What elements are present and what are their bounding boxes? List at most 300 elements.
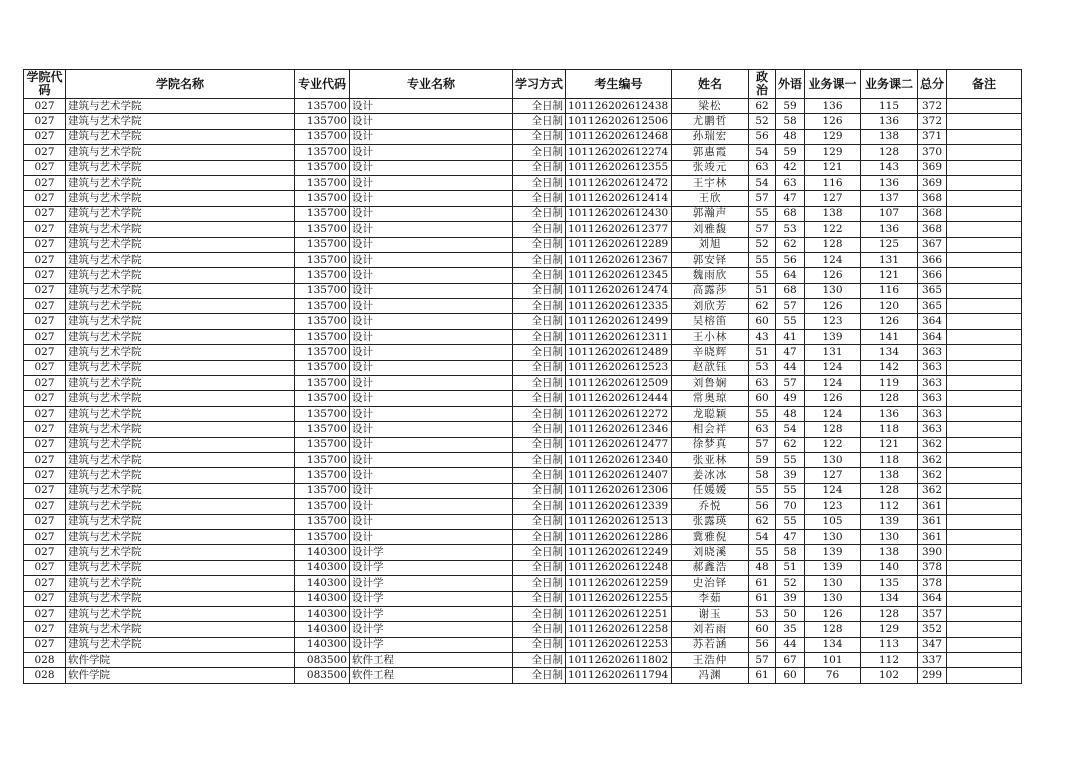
- cell-total-score: 378: [918, 560, 947, 575]
- cell-study-mode: 全日制: [513, 606, 566, 621]
- cell-student-name: 刘鲁娴: [672, 376, 749, 391]
- cell-subject-1-score: 124: [805, 376, 861, 391]
- header-college-code: 学院代码: [24, 70, 66, 99]
- cell-study-mode: 全日制: [513, 637, 566, 652]
- cell-study-mode: 全日制: [513, 591, 566, 606]
- cell-major-code: 135700: [295, 145, 350, 160]
- cell-politics-score: 60: [749, 391, 776, 406]
- cell-subject-2-score: 121: [861, 437, 918, 452]
- cell-foreign-language-score: 63: [776, 175, 805, 190]
- cell-foreign-language-score: 35: [776, 622, 805, 637]
- cell-study-mode: 全日制: [513, 468, 566, 483]
- cell-foreign-language-score: 64: [776, 268, 805, 283]
- cell-college-code: 027: [24, 360, 66, 375]
- cell-student-name: 刘晓溪: [672, 545, 749, 560]
- cell-candidate-id: 101126202612311: [566, 329, 672, 344]
- cell-subject-2-score: 136: [861, 406, 918, 421]
- table-row: [24, 622, 1022, 637]
- table-row: [24, 206, 1022, 221]
- cell-subject-1-score: 122: [805, 222, 861, 237]
- table-row: [24, 637, 1022, 652]
- header-major-code: 专业代码: [295, 70, 350, 99]
- cell-college-code: 027: [24, 268, 66, 283]
- cell-college-code: 027: [24, 145, 66, 160]
- cell-remarks: [947, 606, 1022, 621]
- cell-remarks: [947, 114, 1022, 129]
- cell-remarks: [947, 452, 1022, 467]
- cell-major-code: 135700: [295, 268, 350, 283]
- cell-college-name: 建筑与艺术学院: [66, 237, 295, 252]
- cell-major-name: 设计: [350, 376, 513, 391]
- cell-major-name: 设计学: [350, 545, 513, 560]
- cell-major-name: 设计: [350, 406, 513, 421]
- cell-remarks: [947, 283, 1022, 298]
- cell-college-name: 建筑与艺术学院: [66, 175, 295, 190]
- cell-student-name: 王宇林: [672, 175, 749, 190]
- cell-politics-score: 61: [749, 576, 776, 591]
- cell-foreign-language-score: 48: [776, 129, 805, 144]
- cell-total-score: 352: [918, 622, 947, 637]
- cell-student-name: 孙瑞宏: [672, 129, 749, 144]
- cell-politics-score: 60: [749, 622, 776, 637]
- cell-candidate-id: 101126202612346: [566, 422, 672, 437]
- cell-total-score: 362: [918, 452, 947, 467]
- cell-college-code: 027: [24, 391, 66, 406]
- cell-subject-1-score: 139: [805, 560, 861, 575]
- cell-major-name: 设计: [350, 299, 513, 314]
- cell-candidate-id: 101126202612477: [566, 437, 672, 452]
- cell-major-code: 135700: [295, 283, 350, 298]
- cell-subject-1-score: 122: [805, 437, 861, 452]
- cell-total-score: 371: [918, 129, 947, 144]
- cell-subject-2-score: 142: [861, 360, 918, 375]
- cell-foreign-language-score: 58: [776, 545, 805, 560]
- cell-foreign-language-score: 60: [776, 668, 805, 683]
- cell-subject-1-score: 126: [805, 268, 861, 283]
- cell-candidate-id: 101126202612255: [566, 591, 672, 606]
- cell-college-name: 建筑与艺术学院: [66, 268, 295, 283]
- cell-college-name: 建筑与艺术学院: [66, 452, 295, 467]
- cell-major-code: 083500: [295, 668, 350, 683]
- cell-politics-score: 55: [749, 406, 776, 421]
- cell-college-name: 建筑与艺术学院: [66, 376, 295, 391]
- cell-candidate-id: 101126202612499: [566, 314, 672, 329]
- cell-candidate-id: 101126202612289: [566, 237, 672, 252]
- cell-remarks: [947, 545, 1022, 560]
- cell-remarks: [947, 237, 1022, 252]
- cell-candidate-id: 101126202612472: [566, 175, 672, 190]
- cell-total-score: 369: [918, 175, 947, 190]
- cell-subject-2-score: 131: [861, 252, 918, 267]
- admission-list-sheet: [23, 69, 1022, 684]
- cell-college-code: 027: [24, 376, 66, 391]
- table-row: [24, 314, 1022, 329]
- cell-major-code: 135700: [295, 514, 350, 529]
- header-politics: 政治: [749, 70, 776, 99]
- cell-college-code: 027: [24, 637, 66, 652]
- cell-foreign-language-score: 47: [776, 345, 805, 360]
- table-row: [24, 268, 1022, 283]
- cell-college-name: 建筑与艺术学院: [66, 129, 295, 144]
- cell-politics-score: 51: [749, 283, 776, 298]
- cell-study-mode: 全日制: [513, 160, 566, 175]
- cell-remarks: [947, 653, 1022, 668]
- cell-foreign-language-score: 44: [776, 637, 805, 652]
- cell-remarks: [947, 222, 1022, 237]
- cell-major-code: 140300: [295, 606, 350, 621]
- cell-major-name: 设计: [350, 391, 513, 406]
- cell-foreign-language-score: 57: [776, 376, 805, 391]
- cell-total-score: 363: [918, 406, 947, 421]
- cell-candidate-id: 101126202612340: [566, 452, 672, 467]
- cell-college-code: 027: [24, 329, 66, 344]
- cell-subject-1-score: 126: [805, 299, 861, 314]
- cell-major-name: 设计: [350, 222, 513, 237]
- cell-subject-2-score: 128: [861, 606, 918, 621]
- cell-subject-1-score: 130: [805, 591, 861, 606]
- cell-major-code: 135700: [295, 391, 350, 406]
- cell-politics-score: 54: [749, 175, 776, 190]
- cell-college-code: 027: [24, 299, 66, 314]
- cell-politics-score: 48: [749, 560, 776, 575]
- cell-foreign-language-score: 62: [776, 237, 805, 252]
- header-total: 总分: [918, 70, 947, 99]
- cell-study-mode: 全日制: [513, 114, 566, 129]
- cell-remarks: [947, 314, 1022, 329]
- cell-major-code: 135700: [295, 299, 350, 314]
- cell-total-score: 363: [918, 422, 947, 437]
- cell-subject-2-score: 115: [861, 99, 918, 114]
- cell-subject-1-score: 138: [805, 206, 861, 221]
- cell-subject-2-score: 121: [861, 268, 918, 283]
- cell-subject-2-score: 143: [861, 160, 918, 175]
- cell-college-name: 建筑与艺术学院: [66, 283, 295, 298]
- cell-subject-1-score: 130: [805, 576, 861, 591]
- cell-total-score: 365: [918, 283, 947, 298]
- cell-college-code: 028: [24, 653, 66, 668]
- cell-subject-2-score: 130: [861, 529, 918, 544]
- cell-subject-1-score: 130: [805, 283, 861, 298]
- cell-candidate-id: 101126202612249: [566, 545, 672, 560]
- cell-college-code: 027: [24, 468, 66, 483]
- cell-remarks: [947, 145, 1022, 160]
- cell-college-code: 027: [24, 129, 66, 144]
- cell-subject-1-score: 124: [805, 406, 861, 421]
- cell-subject-2-score: 126: [861, 314, 918, 329]
- cell-candidate-id: 101126202612367: [566, 252, 672, 267]
- cell-study-mode: 全日制: [513, 483, 566, 498]
- cell-remarks: [947, 376, 1022, 391]
- cell-major-code: 135700: [295, 129, 350, 144]
- cell-study-mode: 全日制: [513, 129, 566, 144]
- cell-major-name: 设计: [350, 422, 513, 437]
- cell-study-mode: 全日制: [513, 268, 566, 283]
- cell-study-mode: 全日制: [513, 529, 566, 544]
- cell-total-score: 390: [918, 545, 947, 560]
- cell-student-name: 王小林: [672, 329, 749, 344]
- cell-student-name: 龙聪颖: [672, 406, 749, 421]
- cell-subject-2-score: 128: [861, 391, 918, 406]
- cell-remarks: [947, 252, 1022, 267]
- cell-major-name: 设计: [350, 345, 513, 360]
- cell-study-mode: 全日制: [513, 499, 566, 514]
- cell-student-name: 谢玉: [672, 606, 749, 621]
- cell-major-name: 设计: [350, 206, 513, 221]
- cell-remarks: [947, 622, 1022, 637]
- cell-subject-1-score: 105: [805, 514, 861, 529]
- cell-major-name: 设计: [350, 237, 513, 252]
- cell-subject-2-score: 112: [861, 653, 918, 668]
- cell-remarks: [947, 637, 1022, 652]
- cell-major-code: 135700: [295, 422, 350, 437]
- cell-candidate-id: 101126202612253: [566, 637, 672, 652]
- cell-major-code: 135700: [295, 452, 350, 467]
- cell-subject-2-score: 136: [861, 222, 918, 237]
- cell-subject-2-score: 138: [861, 545, 918, 560]
- cell-student-name: 尤鹏哲: [672, 114, 749, 129]
- cell-politics-score: 62: [749, 514, 776, 529]
- cell-subject-1-score: 128: [805, 422, 861, 437]
- cell-subject-1-score: 76: [805, 668, 861, 683]
- cell-student-name: 冀雅倪: [672, 529, 749, 544]
- cell-college-code: 027: [24, 345, 66, 360]
- cell-major-code: 135700: [295, 99, 350, 114]
- cell-college-name: 建筑与艺术学院: [66, 114, 295, 129]
- cell-foreign-language-score: 42: [776, 160, 805, 175]
- cell-study-mode: 全日制: [513, 545, 566, 560]
- cell-total-score: 347: [918, 637, 947, 652]
- cell-remarks: [947, 422, 1022, 437]
- cell-college-code: 027: [24, 175, 66, 190]
- cell-subject-2-score: 119: [861, 376, 918, 391]
- cell-politics-score: 61: [749, 591, 776, 606]
- cell-foreign-language-score: 48: [776, 406, 805, 421]
- cell-student-name: 张竣元: [672, 160, 749, 175]
- cell-total-score: 362: [918, 468, 947, 483]
- cell-foreign-language-score: 55: [776, 514, 805, 529]
- cell-politics-score: 52: [749, 237, 776, 252]
- cell-student-name: 梁松: [672, 99, 749, 114]
- cell-major-code: 135700: [295, 160, 350, 175]
- table-row: [24, 329, 1022, 344]
- cell-major-name: 设计学: [350, 606, 513, 621]
- cell-student-name: 刘欣芳: [672, 299, 749, 314]
- cell-subject-2-score: 135: [861, 576, 918, 591]
- cell-college-name: 建筑与艺术学院: [66, 252, 295, 267]
- cell-subject-1-score: 123: [805, 499, 861, 514]
- cell-subject-2-score: 107: [861, 206, 918, 221]
- cell-remarks: [947, 206, 1022, 221]
- cell-remarks: [947, 529, 1022, 544]
- cell-college-code: 027: [24, 252, 66, 267]
- cell-college-name: 建筑与艺术学院: [66, 576, 295, 591]
- cell-politics-score: 43: [749, 329, 776, 344]
- cell-major-name: 设计学: [350, 591, 513, 606]
- cell-student-name: 魏雨欣: [672, 268, 749, 283]
- cell-politics-score: 53: [749, 606, 776, 621]
- cell-student-name: 张亚林: [672, 452, 749, 467]
- cell-college-name: 建筑与艺术学院: [66, 622, 295, 637]
- cell-remarks: [947, 591, 1022, 606]
- cell-total-score: 365: [918, 299, 947, 314]
- cell-candidate-id: 101126202612335: [566, 299, 672, 314]
- cell-politics-score: 55: [749, 545, 776, 560]
- cell-student-name: 刘雅馥: [672, 222, 749, 237]
- cell-subject-2-score: 125: [861, 237, 918, 252]
- cell-candidate-id: 101126202612513: [566, 514, 672, 529]
- cell-remarks: [947, 483, 1022, 498]
- cell-college-name: 软件学院: [66, 653, 295, 668]
- cell-total-score: 363: [918, 360, 947, 375]
- cell-major-code: 135700: [295, 406, 350, 421]
- cell-candidate-id: 101126202612355: [566, 160, 672, 175]
- cell-total-score: 369: [918, 160, 947, 175]
- cell-remarks: [947, 160, 1022, 175]
- cell-subject-2-score: 136: [861, 175, 918, 190]
- cell-study-mode: 全日制: [513, 622, 566, 637]
- cell-college-code: 027: [24, 452, 66, 467]
- table-row: [24, 191, 1022, 206]
- cell-study-mode: 全日制: [513, 237, 566, 252]
- cell-subject-2-score: 140: [861, 560, 918, 575]
- cell-total-score: 363: [918, 345, 947, 360]
- cell-subject-1-score: 134: [805, 637, 861, 652]
- cell-foreign-language-score: 44: [776, 360, 805, 375]
- cell-politics-score: 62: [749, 299, 776, 314]
- table-row: [24, 514, 1022, 529]
- header-subject-2: 业务课二: [861, 70, 918, 99]
- cell-major-code: 135700: [295, 175, 350, 190]
- table-row: [24, 606, 1022, 621]
- cell-college-code: 027: [24, 560, 66, 575]
- cell-study-mode: 全日制: [513, 345, 566, 360]
- cell-major-code: 135700: [295, 483, 350, 498]
- cell-major-name: 设计: [350, 114, 513, 129]
- cell-subject-2-score: 141: [861, 329, 918, 344]
- table-header-row: [24, 70, 1022, 99]
- cell-total-score: 363: [918, 376, 947, 391]
- cell-major-name: 软件工程: [350, 653, 513, 668]
- cell-total-score: 372: [918, 99, 947, 114]
- cell-total-score: 363: [918, 391, 947, 406]
- cell-subject-2-score: 136: [861, 114, 918, 129]
- cell-student-name: 史治铎: [672, 576, 749, 591]
- cell-college-name: 建筑与艺术学院: [66, 637, 295, 652]
- cell-major-name: 设计: [350, 329, 513, 344]
- cell-college-code: 027: [24, 422, 66, 437]
- cell-student-name: 郭瀚声: [672, 206, 749, 221]
- cell-subject-1-score: 129: [805, 145, 861, 160]
- cell-foreign-language-score: 55: [776, 483, 805, 498]
- cell-subject-2-score: 137: [861, 191, 918, 206]
- table-row: [24, 406, 1022, 421]
- cell-student-name: 苏若涵: [672, 637, 749, 652]
- cell-study-mode: 全日制: [513, 299, 566, 314]
- cell-major-code: 135700: [295, 237, 350, 252]
- cell-college-name: 建筑与艺术学院: [66, 529, 295, 544]
- cell-major-name: 设计学: [350, 637, 513, 652]
- cell-remarks: [947, 391, 1022, 406]
- cell-study-mode: 全日制: [513, 175, 566, 190]
- header-college-name: 学院名称: [66, 70, 295, 99]
- cell-remarks: [947, 406, 1022, 421]
- cell-major-name: 设计: [350, 268, 513, 283]
- cell-major-name: 设计学: [350, 560, 513, 575]
- table-row: [24, 376, 1022, 391]
- cell-major-name: 设计: [350, 191, 513, 206]
- cell-subject-2-score: 113: [861, 637, 918, 652]
- cell-major-code: 140300: [295, 545, 350, 560]
- cell-student-name: 吴榕笛: [672, 314, 749, 329]
- header-remarks: 备注: [947, 70, 1022, 99]
- cell-subject-1-score: 127: [805, 191, 861, 206]
- cell-candidate-id: 101126202612251: [566, 606, 672, 621]
- cell-politics-score: 53: [749, 360, 776, 375]
- cell-total-score: 366: [918, 252, 947, 267]
- cell-major-code: 140300: [295, 637, 350, 652]
- cell-college-name: 建筑与艺术学院: [66, 514, 295, 529]
- header-major-name: 专业名称: [350, 70, 513, 99]
- cell-subject-1-score: 130: [805, 452, 861, 467]
- table-row: [24, 668, 1022, 683]
- cell-politics-score: 58: [749, 468, 776, 483]
- cell-college-code: 027: [24, 622, 66, 637]
- cell-politics-score: 63: [749, 422, 776, 437]
- cell-subject-2-score: 116: [861, 283, 918, 298]
- cell-college-code: 027: [24, 514, 66, 529]
- cell-remarks: [947, 175, 1022, 190]
- cell-subject-1-score: 128: [805, 237, 861, 252]
- cell-total-score: 337: [918, 653, 947, 668]
- cell-study-mode: 全日制: [513, 360, 566, 375]
- cell-college-name: 建筑与艺术学院: [66, 545, 295, 560]
- cell-foreign-language-score: 54: [776, 422, 805, 437]
- cell-college-name: 建筑与艺术学院: [66, 560, 295, 575]
- header-study-mode: 学习方式: [513, 70, 566, 99]
- cell-remarks: [947, 560, 1022, 575]
- table-row: [24, 545, 1022, 560]
- cell-college-name: 建筑与艺术学院: [66, 422, 295, 437]
- cell-college-name: 建筑与艺术学院: [66, 160, 295, 175]
- cell-remarks: [947, 468, 1022, 483]
- cell-major-name: 设计: [350, 252, 513, 267]
- cell-total-score: 366: [918, 268, 947, 283]
- cell-major-code: 083500: [295, 653, 350, 668]
- cell-study-mode: 全日制: [513, 206, 566, 221]
- cell-student-name: 赵歆钰: [672, 360, 749, 375]
- cell-politics-score: 60: [749, 314, 776, 329]
- cell-foreign-language-score: 39: [776, 591, 805, 606]
- table-row: [24, 99, 1022, 114]
- cell-college-code: 027: [24, 283, 66, 298]
- table-row: [24, 437, 1022, 452]
- cell-major-name: 软件工程: [350, 668, 513, 683]
- cell-subject-1-score: 129: [805, 129, 861, 144]
- cell-college-name: 建筑与艺术学院: [66, 483, 295, 498]
- cell-college-code: 027: [24, 114, 66, 129]
- cell-subject-1-score: 124: [805, 252, 861, 267]
- cell-major-code: 135700: [295, 206, 350, 221]
- cell-major-code: 135700: [295, 468, 350, 483]
- cell-major-code: 135700: [295, 437, 350, 452]
- cell-foreign-language-score: 59: [776, 99, 805, 114]
- cell-candidate-id: 101126202612523: [566, 360, 672, 375]
- header-name: 姓名: [672, 70, 749, 99]
- cell-politics-score: 61: [749, 668, 776, 683]
- cell-student-name: 郭安铎: [672, 252, 749, 267]
- cell-subject-2-score: 139: [861, 514, 918, 529]
- cell-candidate-id: 101126202612274: [566, 145, 672, 160]
